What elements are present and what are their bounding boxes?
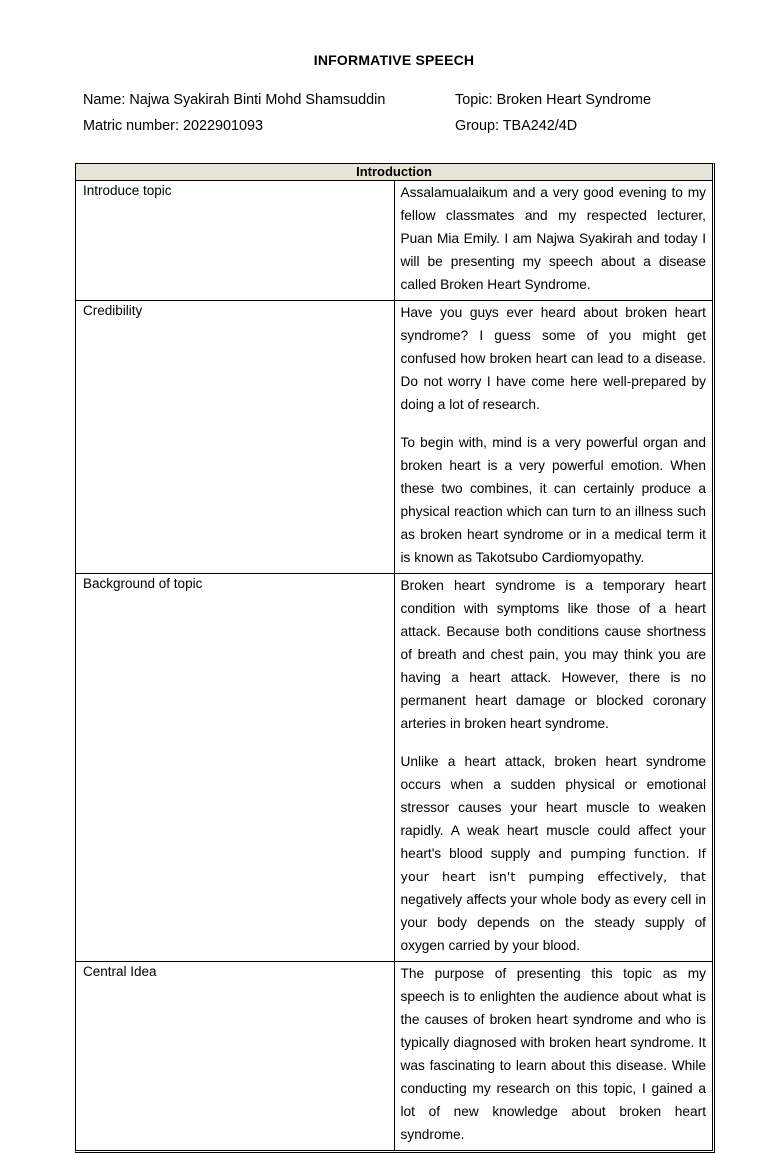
paragraph: Assalamualaikum and a very good evening to my fellow classmates and my respected lecturer, Puan Mia Emily. I am Najwa Syakirah and today I will be presenting my speech about a disease called Broken Heart Syndrome.: [400, 185, 706, 292]
table-row: [76, 574, 712, 962]
row-content-background: [394, 574, 712, 962]
paragraph-part-alt-font: and pumping function. If your heart isn't pumping effectively, that: [400, 846, 707, 884]
paragraph-part: Unlike a heart attack, broken heart syndrome occurs when a sudden physical or emotional stressor causes your heart muscle to weaken rapidly. A weak heart muscle could affect your heart's blood supply: [400, 754, 706, 861]
row-content-credibility: [394, 301, 712, 574]
paragraph: The purpose of presenting this topic as my speech is to enlighten the audience about what is the causes of broken heart syndrome and who is typically diagnosed with broken heart syndrome. It was fascinating to learn about this disease. While conducting my research on this topic, I gained a lot of new knowledge about broken heart syndrome.: [400, 966, 706, 1142]
paragraph: Have you guys ever heard about broken heart syndrome? I guess some of you might get confused how broken heart can lead to a disease. Do not worry I have come here well-prepared by doing a lot of research.: [400, 305, 706, 412]
row-label-credibility: Credibility: [76, 301, 394, 574]
section-header-introduction: Introduction: [76, 164, 712, 181]
paragraph: Broken heart syndrome is a temporary heart condition with symptoms like those of a heart attack. Because both conditions cause shortness of breath and chest pain, you may think you are having a heart attack. However, there is no permanent heart damage or blocked coronary arteries in broken heart syndrome.: [400, 578, 706, 731]
row-content-introduce-topic: [394, 181, 712, 301]
table-row: [76, 181, 712, 301]
matric-number: Matric number: 2022901093: [83, 118, 263, 134]
row-label-introduce-topic: Introduce topic: [76, 181, 394, 301]
paragraph: To begin with, mind is a very powerful organ and broken heart is a very powerful emotion. When these two combines, it can certainly produce a physical reaction which can turn to an illness such as broken heart syndrome or in a medical term it is known as Takotsubo Cardiomyopathy.: [400, 435, 706, 565]
table-row: [76, 301, 712, 574]
paragraph: [401, 750, 707, 957]
group-code: Group: TBA242/4D: [455, 118, 578, 134]
table-row: [76, 962, 712, 1151]
document-title: INFORMATIVE SPEECH: [313, 52, 475, 68]
speech-outline-table: [75, 163, 715, 1153]
row-label-central-idea: Central Idea: [76, 962, 394, 1151]
paragraph-part: negatively affects your whole body as every cell in your body depends on the steady supply of oxygen carried by your blood.: [400, 892, 706, 953]
row-content-central-idea: [394, 962, 712, 1151]
row-label-background: Background of topic: [76, 574, 394, 962]
student-name: Name: Najwa Syakirah Binti Mohd Shamsuddin: [83, 92, 386, 108]
speech-topic: Topic: Broken Heart Syndrome: [455, 92, 651, 108]
